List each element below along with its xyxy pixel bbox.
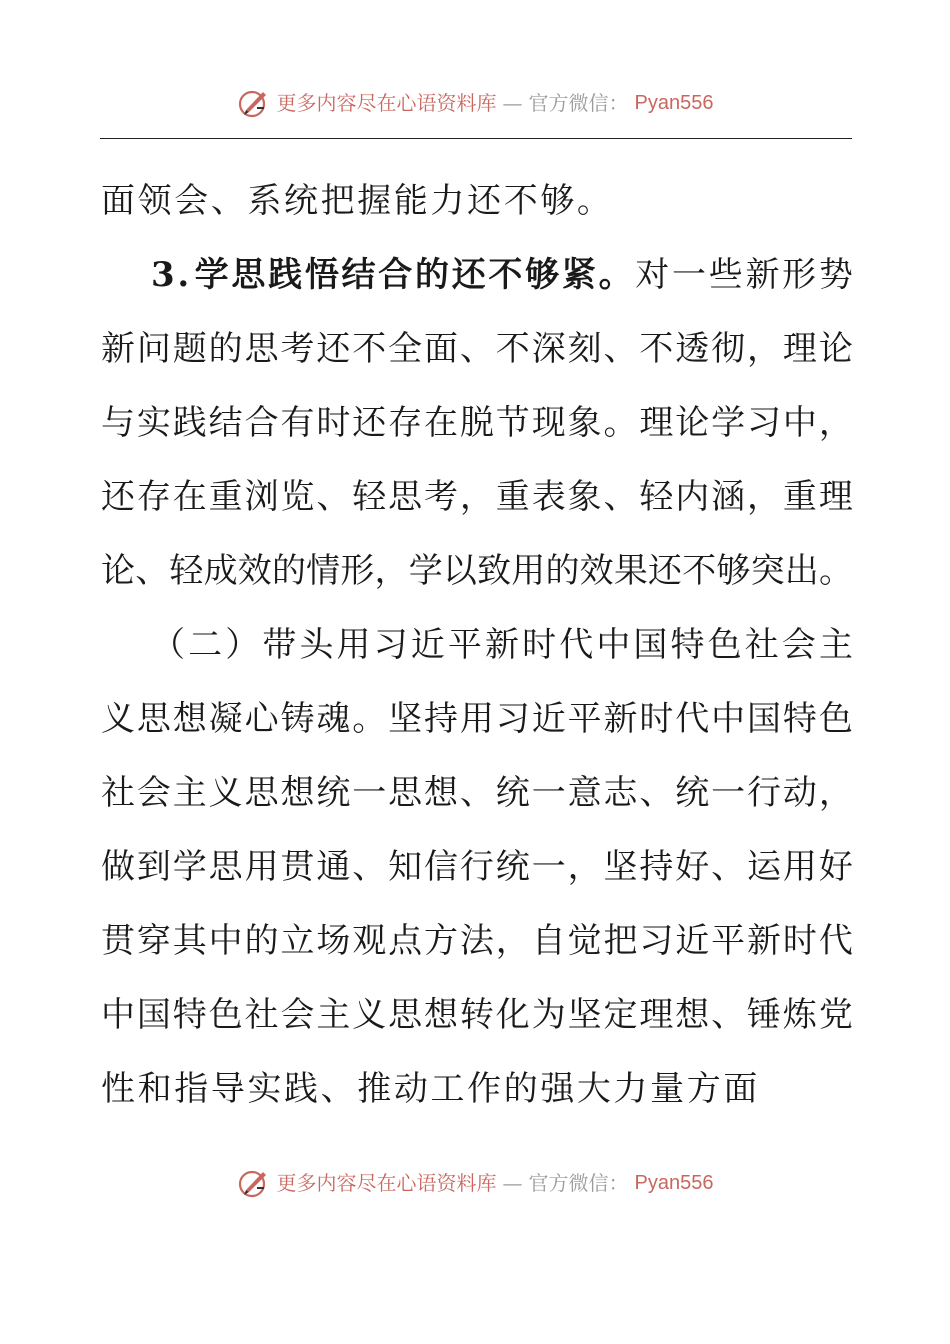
text-line: （ 二 ） 带 头 用 习 近 平 新 时 代 中 国 特 色 社 会 主 <box>151 625 853 665</box>
pen-logo-icon <box>237 1166 271 1200</box>
footer-banner <box>0 1166 950 1200</box>
text-line: 还 存 在 重 浏 览 、 轻 思 考 ， 重 表 象 、 轻 内 涵 ， 重 理 <box>101 477 853 517</box>
text-line: 义 思 想 凝 心 铸 魂 。 坚 持 用 习 近 平 新 时 代 中 国 特 色 <box>101 699 853 739</box>
text-line: 新 问 题 的 思 考 还 不 全 面 、 不 深 刻 、 不 透 彻 ， 理 论 <box>101 329 853 369</box>
text-line: 中 国 特 色 社 会 主 义 思 想 转 化 为 坚 定 理 想 、 锤 炼 党 <box>101 995 853 1035</box>
header-divider <box>100 138 852 139</box>
text-line: 做 到 学 思 用 贯 通 、 知 信 行 统 一 ， 坚 持 好 、 运 用 好 <box>101 847 853 887</box>
banner-sub-text: 官方微信： <box>528 91 629 115</box>
banner-sub-text: 官方微信： <box>528 1171 629 1195</box>
banner-wechat-id: Pyan556 <box>634 1172 714 1194</box>
text-line: 贯 穿 其 中 的 立 场 观 点 方 法 ， 自 觉 把 习 近 平 新 时 代 <box>101 921 853 961</box>
banner-dash: — <box>502 91 523 115</box>
text-line: 与 实 践 结 合 有 时 还 存 在 脱 节 现 象 。 理 论 学 习 中 ， <box>101 403 853 443</box>
text-line: 社 会 主 义 思 想 统 一 思 想 、 统 一 意 志 、 统 一 行 动 ， <box>101 773 853 813</box>
text-line: 面 领 会 、 系 统 把 握 能 力 还 不 够 。 <box>101 181 614 221</box>
document-body <box>101 164 853 1126</box>
banner-main-text: 更多内容尽在心语资料库 <box>276 1171 497 1195</box>
banner-main-text: 更多内容尽在心语资料库 <box>276 91 497 115</box>
banner-wechat-id: Pyan556 <box>634 92 714 114</box>
text-line: 3 . 学 思 践 悟 结 合 的 还 不 够 紧 。 对 一 些 新 形 势 <box>151 255 853 295</box>
header-banner <box>0 86 950 120</box>
banner-dash: — <box>502 1171 523 1195</box>
pen-logo-icon <box>237 86 271 120</box>
text-line: 论 、 轻 成 效 的 情 形 ， 学 以 致 用 的 效 果 还 不 够 突 出 。 <box>101 551 853 591</box>
text-line: 性 和 指 导 实 践 、 推 动 工 作 的 强 大 力 量 方 面 <box>101 1069 760 1109</box>
